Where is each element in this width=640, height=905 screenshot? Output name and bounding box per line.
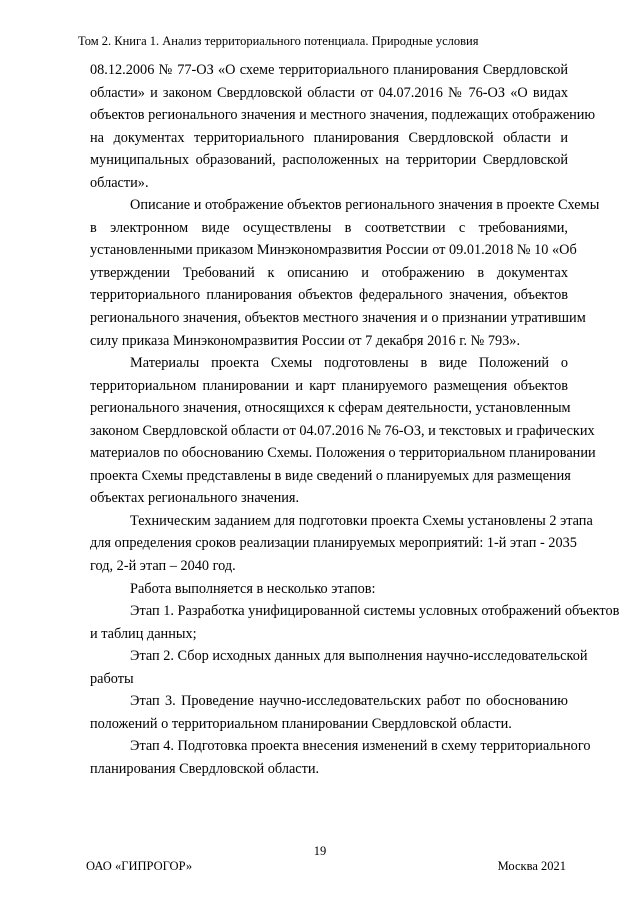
text-line: Этап 4. Подготовка проекта внесения изменений в схему территориального [130,738,591,755]
paragraph [90,690,568,735]
paragraph [90,645,588,690]
text-line: силу приказа Минэкономразвития России от 7 декабря 2016 г. № 793». [90,332,521,349]
paragraph [90,194,600,352]
page-number: 19 [313,844,327,858]
text-line: Техническим заданием для подготовки проекта Схемы установлены 2 этапа [130,512,593,529]
text-line: установленными приказом Минэкономразвития России от 09.01.2018 № 10 «Об [90,242,577,259]
text-line: законом Свердловской области от 04.07.2016 № 76-ОЗ, и текстовых и графических [90,422,595,439]
text-line: положений о территориальном планировании Свердловской области. [90,715,512,732]
text-line: в электронном виде осуществлены в соответствии с требованиями, [90,219,568,236]
text-line: утверждении Требований к описанию и отображению в документах [90,264,568,281]
text-line: области». [90,174,149,191]
paragraph [90,578,568,601]
text-line: Этап 1. Разработка унифицированной системы условных отображений объектов [130,603,620,620]
text-line: проекта Схемы представлены в виде сведений о планируемых для размещения [90,467,571,484]
running-header: Том 2. Книга 1. Анализ территориального потенциала. Природные условия [78,34,479,48]
text-line: материалов по обоснованию Схемы. Положения о территориальном планировании [90,445,596,462]
text-line: работы [90,670,134,687]
text-line: Этап 3. Проведение научно-исследовательских работ по обоснованию [130,693,568,710]
footer-city-year: Москва 2021 [497,859,566,873]
text-line: муниципальных образований, расположенных на территории Свердловской [90,152,568,169]
text-line: регионального значения, относящихся к сферам деятельности, установленным [90,400,571,417]
text-line: Этап 2. Сбор исходных данных для выполнения научно-исследовательской [130,648,588,665]
text-line: Описание и отображение объектов регионального значения в проекте Схемы [130,197,600,214]
text-line: Работа выполняется в несколько этапов: [130,580,376,597]
text-line: области» и законом Свердловской области от 04.07.2016 № 76-ОЗ «О видах [90,84,568,101]
text-line: Материалы проекта Схемы подготовлены в виде Положений о [130,355,568,372]
text-line: регионального значения, объектов местного значения и о признании утратившим [90,310,586,327]
text-line: объектах регионального значения. [90,490,300,507]
text-line: территориального планирования объектов федерального значения, объектов [90,287,568,304]
text-line: 08.12.2006 № 77-ОЗ «О схеме территориального планирования Свердловской [90,62,568,78]
text-line: год, 2-й этап – 2040 год. [90,558,236,575]
body-text [90,59,620,781]
footer-organization: ОАО «ГИПРОГОР» [86,859,193,873]
text-line: объектов регионального значения и местного значения, подлежащих отображению [90,107,596,124]
text-line: территориальном планировании и карт планируемого размещения объектов [90,377,568,394]
text-line: для определения сроков реализации планируемых мероприятий: 1-й этап - 2035 [90,535,577,552]
paragraph [90,59,596,194]
paragraph [90,600,620,645]
paragraph [90,510,593,578]
text-line: на документах территориального планирования Свердловской области и [90,129,568,146]
paragraph [90,352,596,510]
text-line: планирования Свердловской области. [90,760,320,777]
paragraph [90,735,591,780]
text-line: и таблиц данных; [90,625,197,642]
